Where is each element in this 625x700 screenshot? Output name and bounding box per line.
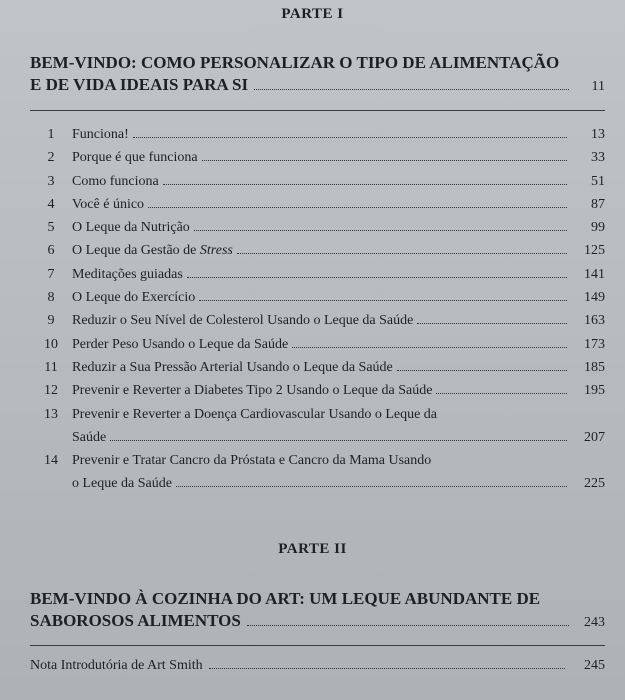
- toc-row: [30, 356, 605, 379]
- chapter-number: 8: [47, 290, 55, 306]
- toc-row: [30, 403, 605, 450]
- dot-leader: [148, 207, 567, 208]
- chapter-page: 87: [591, 196, 605, 212]
- toc-row: [30, 286, 605, 309]
- part-2-heading: PARTE II: [278, 541, 347, 557]
- toc-row: [30, 239, 605, 262]
- part-2-section-line-2-row: [30, 610, 605, 634]
- chapter-title: Funciona!: [72, 127, 129, 142]
- dot-leader: [202, 160, 567, 161]
- chapter-title: Reduzir o Seu Nível de Colesterol Usando o Leque da Saúde: [72, 313, 414, 329]
- dot-leader: [133, 137, 567, 138]
- divider-rule: [30, 110, 605, 111]
- chapter-number: 4: [47, 196, 55, 212]
- chapter-title-text: O Leque da Gestão de: [72, 243, 200, 259]
- toc-row: [30, 309, 605, 332]
- chapter-number: 14: [44, 453, 58, 469]
- dot-leader: [199, 300, 567, 301]
- intro-title: Nota Introdutória de Art Smith: [30, 658, 203, 673]
- chapter-page: 225: [584, 476, 605, 492]
- chapter-title-emphasis: Stress: [199, 243, 233, 259]
- chapter-title: O Leque do Exercício: [72, 290, 196, 306]
- part-2-section-page: 243: [584, 615, 605, 630]
- part-2-section-line-2: SABOROSOS ALIMENTOS: [30, 611, 241, 630]
- dot-leader: [254, 89, 569, 90]
- chapter-title-line-1: Prevenir e Reverter a Doença Cardiovascular Usando o Leque da: [72, 406, 438, 422]
- dot-leader: [292, 347, 567, 348]
- chapter-title-line-1: Prevenir e Tratar Cancro da Próstata e Cancro da Mama Usando: [72, 453, 432, 469]
- toc-row: [30, 379, 605, 402]
- toc-row: [30, 333, 605, 356]
- chapter-title: [72, 239, 233, 262]
- intro-page: 245: [584, 658, 605, 673]
- chapter-number: 1: [47, 127, 55, 142]
- dot-leader: [176, 486, 567, 487]
- dot-leader: [209, 668, 565, 669]
- chapter-number: 5: [47, 220, 55, 236]
- chapter-title: Reduzir a Sua Pressão Arterial Usando o Leque da Saúde: [72, 359, 393, 375]
- chapter-title: [72, 403, 573, 450]
- chapter-page: 149: [584, 290, 605, 306]
- dot-leader: [163, 184, 567, 185]
- chapter-title: [72, 449, 573, 496]
- dot-leader: [397, 370, 567, 371]
- chapter-page: 207: [584, 429, 605, 445]
- chapter-number: 9: [47, 313, 55, 329]
- chapter-page: 173: [584, 336, 605, 352]
- chapter-number: 7: [47, 266, 55, 282]
- chapter-page: 195: [584, 383, 605, 399]
- dot-leader: [417, 323, 567, 324]
- chapter-list: [30, 123, 605, 496]
- chapter-number: 10: [44, 336, 58, 352]
- part-1-section-line-1: BEM-VINDO: COMO PERSONALIZAR O TIPO DE ALIMENTAÇÃO: [30, 53, 560, 72]
- divider-rule: [30, 645, 605, 646]
- chapter-page: 13: [591, 127, 605, 142]
- chapter-title-line-2: Saúde: [72, 429, 107, 445]
- dot-leader: [194, 230, 567, 231]
- toc-row: [30, 216, 605, 239]
- toc-row: [30, 263, 605, 286]
- dot-leader: [247, 625, 569, 626]
- toc-row: [30, 146, 605, 169]
- chapter-title: Você é único: [72, 196, 145, 212]
- part-2-section-line-1: BEM-VINDO À COZINHA DO ART: UM LEQUE ABUNDANTE DE: [30, 589, 541, 608]
- toc-row: [30, 170, 605, 193]
- chapter-number: 12: [44, 383, 58, 399]
- chapter-page: 163: [584, 313, 605, 329]
- chapter-title-line-2-row: [72, 426, 573, 449]
- chapter-page: 51: [591, 173, 605, 189]
- chapter-number: 3: [47, 173, 55, 189]
- chapter-title: Meditações guiadas: [72, 266, 183, 282]
- chapter-number: 13: [44, 406, 58, 422]
- chapter-page: 125: [584, 243, 605, 259]
- chapter-title: O Leque da Nutrição: [72, 220, 190, 236]
- chapter-title: Porque é que funciona: [72, 150, 198, 166]
- chapter-page: 185: [584, 359, 605, 375]
- chapter-title: Como funciona: [72, 173, 159, 189]
- toc-row: [30, 123, 605, 146]
- intro-row: [30, 658, 605, 674]
- chapter-title-line-2: o Leque da Saúde: [72, 476, 172, 492]
- chapter-title: Perder Peso Usando o Leque da Saúde: [72, 336, 289, 352]
- part-2-section-heading: [30, 588, 605, 634]
- toc-row: [30, 449, 605, 496]
- chapter-page: 141: [584, 266, 605, 282]
- part-1-section-page: 11: [591, 79, 605, 94]
- dot-leader: [110, 440, 567, 441]
- chapter-title: Prevenir e Reverter a Diabetes Tipo 2 Usando o Leque da Saúde: [72, 383, 433, 399]
- dot-leader: [436, 393, 567, 394]
- chapter-page: 33: [591, 150, 605, 166]
- toc-row: [30, 193, 605, 216]
- chapter-number: 6: [47, 243, 55, 259]
- chapter-number: 11: [44, 359, 58, 375]
- chapter-number: 2: [47, 150, 55, 166]
- dot-leader: [187, 277, 567, 278]
- part-1-section-line-2-row: [30, 74, 605, 98]
- chapter-title-line-2-row: [72, 472, 573, 495]
- part-1-section-line-2: E DE VIDA IDEAIS PARA SI: [30, 75, 249, 94]
- chapter-page: 99: [591, 220, 605, 236]
- dot-leader: [237, 253, 567, 254]
- part-1-heading: PARTE I: [281, 6, 344, 22]
- part-1-section-heading: [30, 52, 605, 98]
